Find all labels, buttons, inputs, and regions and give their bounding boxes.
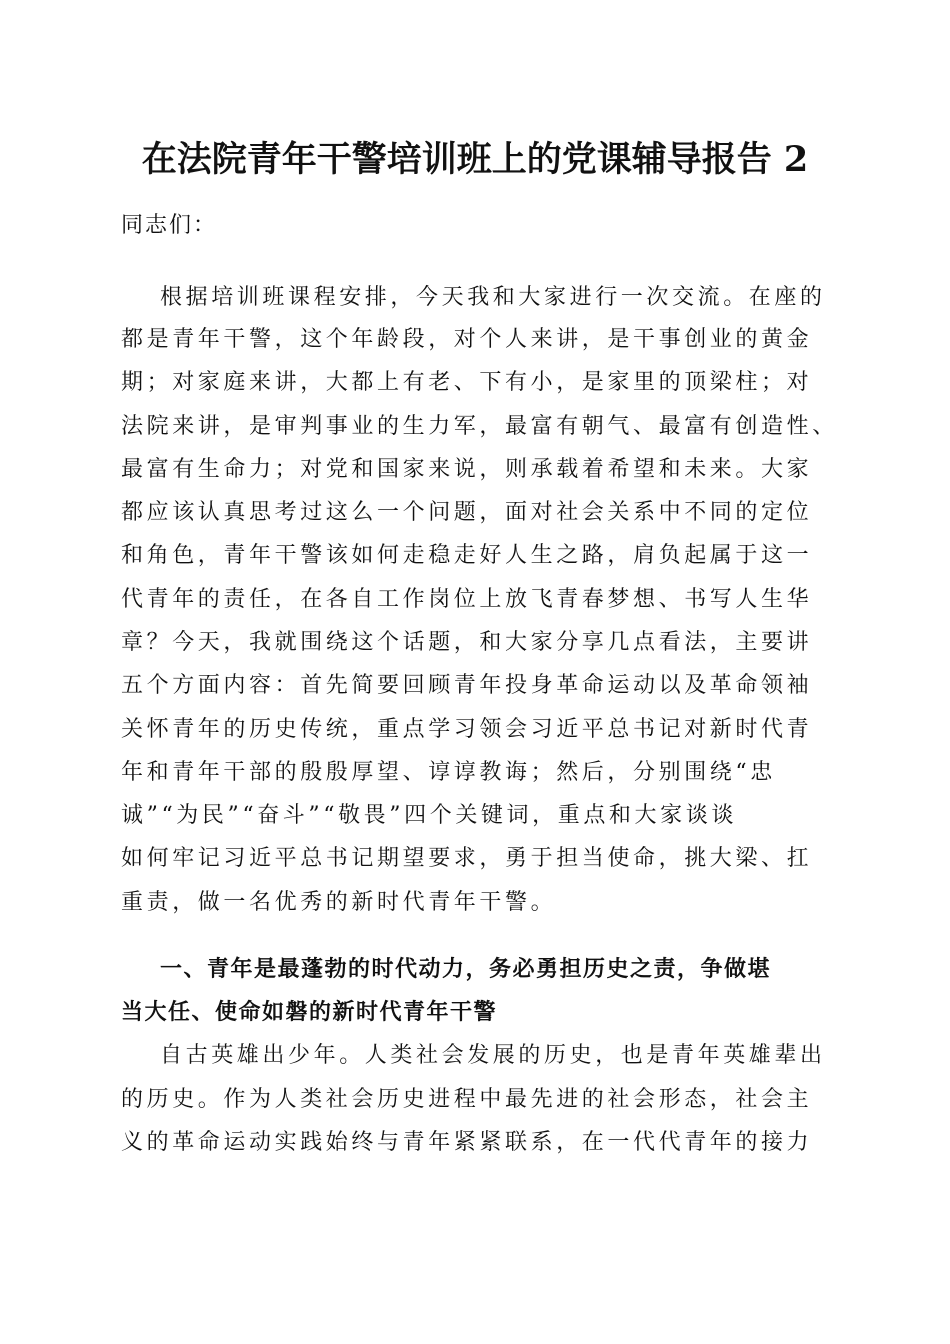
- section-heading-line: 当大任、使命如磐的新时代青年干警: [121, 1000, 498, 1025]
- section-heading-line: 一、青年是最蓬勃的时代动力，务必勇担历史之责，争做堪: [160, 957, 772, 982]
- intro-line: 重责，做一名优秀的新时代青年干警。: [121, 890, 557, 915]
- intro-line: 都应该认真思考过这么一个问题，面对社会关系中不同的定位: [121, 500, 813, 525]
- section-body-line: 义的革命运动实践始终与青年紧紧联系，在一代代青年的接力: [121, 1130, 813, 1155]
- intro-line: 代青年的责任，在各自工作岗位上放飞青春梦想、书写人生华: [121, 587, 813, 612]
- section-body-line: 的历史。作为人类社会历史进程中最先进的社会形态，社会主: [121, 1087, 813, 1112]
- intro-line: 期；对家庭来讲，大都上有老、下有小，是家里的顶梁柱；对: [121, 370, 813, 395]
- intro-line: 诚”“为民”“奋斗”“敬畏”四个关键词，重点和大家谈谈: [121, 803, 737, 828]
- intro-line: 和角色，青年干警该如何走稳走好人生之路，肩负起属于这一: [121, 543, 813, 568]
- intro-line: 根据培训班课程安排，今天我和大家进行一次交流。在座的: [160, 285, 826, 310]
- document-title: 在法院青年干警培训班上的党课辅导报告 2: [141, 139, 809, 180]
- section-body-line: 自古英雄出少年。人类社会发展的历史，也是青年英雄辈出: [160, 1043, 826, 1068]
- intro-line: 章？今天，我就围绕这个话题，和大家分享几点看法，主要讲: [121, 630, 813, 655]
- salutation: 同志们：: [121, 213, 218, 238]
- intro-line: 如何牢记习近平总书记期望要求，勇于担当使命，挑大梁、扛: [121, 846, 813, 871]
- intro-line: 五个方面内容：首先简要回顾青年投身革命运动以及革命领袖: [121, 673, 813, 698]
- intro-line: 都是青年干警，这个年龄段，对个人来讲，是干事创业的黄金: [121, 327, 813, 352]
- intro-line: 法院来讲，是审判事业的生力军，最富有朝气、最富有创造性、: [121, 414, 838, 439]
- intro-line: 关怀青年的历史传统，重点学习领会习近平总书记对新时代青: [121, 717, 813, 742]
- intro-line: 年和青年干部的殷殷厚望、谆谆教诲；然后，分别围绕“忠: [121, 760, 776, 785]
- intro-line: 最富有生命力；对党和国家来说，则承载着希望和未来。大家: [121, 457, 813, 482]
